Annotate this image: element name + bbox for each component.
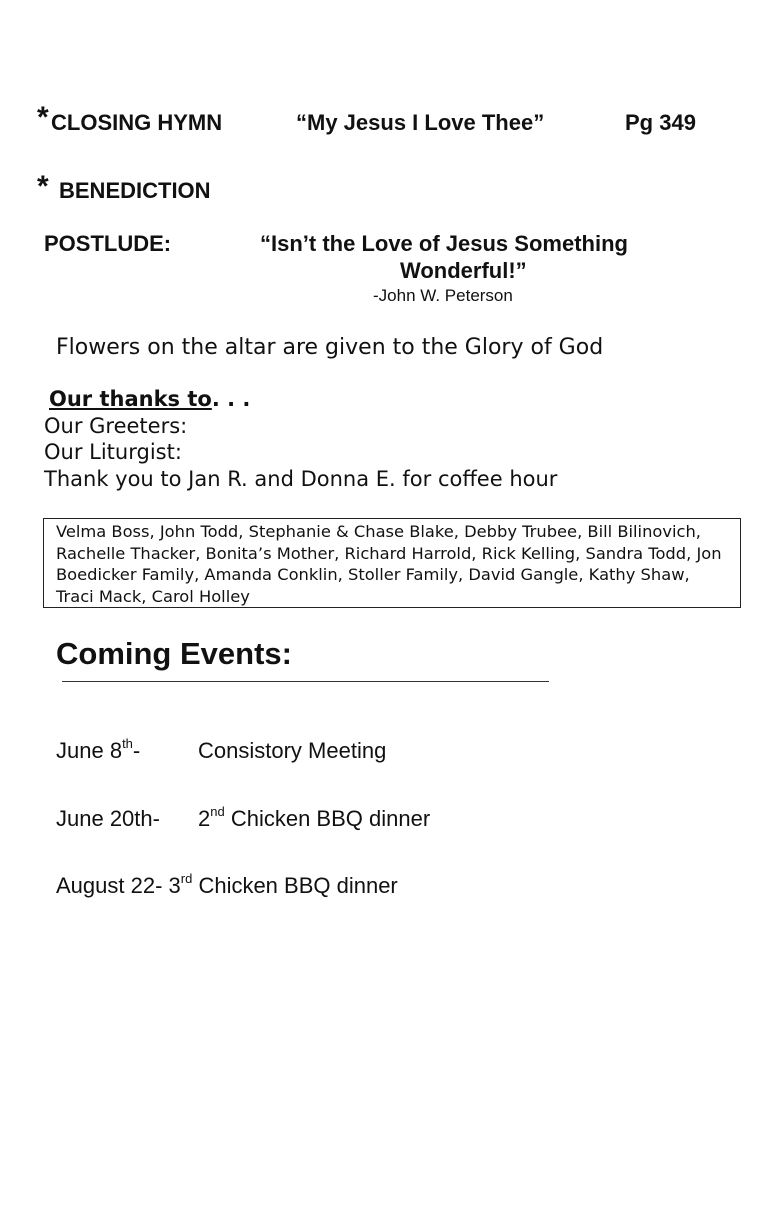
flowers-note: Flowers on the altar are given to the Glory of God — [56, 335, 604, 360]
event-date: June 20th- — [56, 806, 160, 831]
event-ordinal-sup: nd — [210, 804, 225, 819]
event-description — [198, 806, 430, 832]
event-desc-text: Chicken BBQ dinner — [192, 873, 398, 898]
thanks-heading-suffix: . . . — [211, 387, 251, 411]
greeters-line: Our Greeters: — [44, 414, 188, 438]
event-ordinal-sup: rd — [180, 871, 193, 886]
event-ordinal: 3 — [168, 873, 181, 898]
event-desc-text: Chicken BBQ dinner — [224, 806, 431, 831]
event-item — [56, 806, 160, 832]
closing-hymn-label: CLOSING HYMN — [51, 110, 223, 135]
event-date: August 22- — [56, 873, 169, 898]
event-item — [56, 873, 398, 899]
prayer-list-text: Velma Boss, John Todd, Stephanie & Chase Blake, Debby Trubee, Bill Bilinovich, Rachelle Thacker, Bonita’s Mother, Richard Harrold, Rick Kelling, Sandra Todd, Jon Boedicker Family, Amanda Conklin, Stoller Family, David Gangle, Kathy Shaw, Traci Mack, Carol Holley — [56, 522, 722, 607]
coffee-hour-line: Thank you to Jan R. and Donna E. for coffee hour — [44, 467, 558, 491]
closing-hymn-page: Pg 349 — [625, 110, 696, 135]
asterisk-marker: * — [37, 170, 49, 203]
postlude-title-line2: Wonderful!” — [400, 258, 527, 283]
postlude-composer: -John W. Peterson — [373, 286, 513, 305]
event-date: June 8 — [56, 738, 123, 763]
prayer-list-box — [43, 518, 741, 608]
coming-events-title: Coming Events: — [56, 636, 292, 671]
event-ordinal: 2 — [198, 806, 211, 831]
event-item — [56, 738, 140, 764]
event-date-suffix: - — [132, 738, 141, 763]
closing-hymn-title: “My Jesus I Love Thee” — [296, 110, 545, 135]
liturgist-line: Our Liturgist: — [44, 440, 182, 464]
benediction-label: BENEDICTION — [59, 178, 211, 203]
event-description: Consistory Meeting — [198, 738, 387, 763]
postlude-label: POSTLUDE: — [44, 231, 172, 256]
postlude-title-line1: “Isn’t the Love of Jesus Something — [260, 231, 628, 256]
thanks-heading-text: Our thanks to — [49, 387, 212, 411]
thanks-heading — [49, 387, 250, 411]
event-date-sup: th — [122, 736, 133, 751]
title-underline-rule — [62, 681, 549, 682]
asterisk-marker: * — [37, 101, 49, 134]
